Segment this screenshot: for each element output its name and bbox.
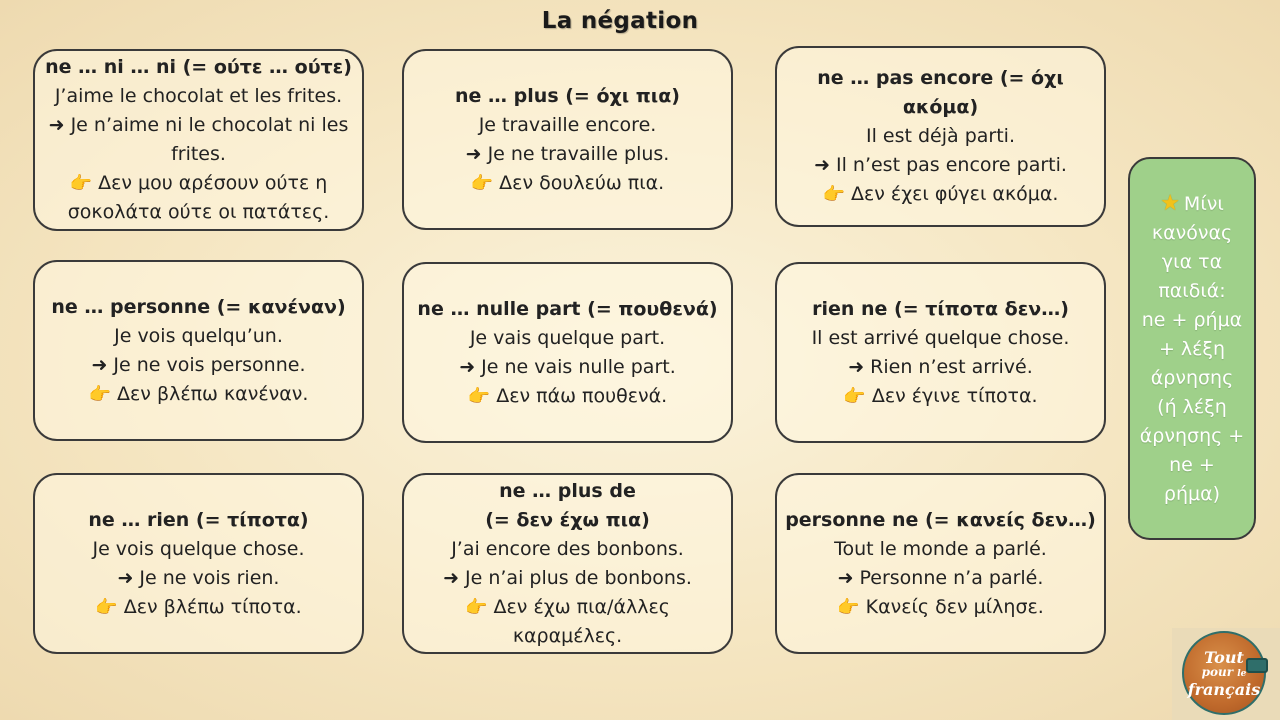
card-heading: personne ne (= κανείς δεν…) [785, 508, 1096, 531]
card-rien-ne [775, 262, 1106, 443]
card-negation: ➜ Il n’est pas encore parti. [814, 151, 1067, 180]
logo-text-1: Tout [1204, 647, 1244, 667]
pointing-hand-icon: 👉 [69, 173, 93, 194]
rule-body-5: άρνησης + [1139, 424, 1245, 447]
card-greek: 👉 Δεν μου αρέσουν ούτε η [70, 169, 328, 198]
pointing-hand-icon: 👉 [465, 596, 488, 618]
card-example: Il est arrivé quelque chose. [811, 326, 1070, 349]
card-negation: ➜ Je ne vois rien. [118, 564, 280, 593]
arrow-icon: ➜ [465, 142, 482, 165]
card-example: J’aime le chocolat et les frites. [54, 85, 343, 107]
arrow-icon: ➜ [48, 114, 65, 136]
card-heading: ne … ni … ni (= ούτε … ούτε) [45, 56, 352, 78]
card-heading: ne … plus de [499, 479, 636, 502]
arrow-icon: ➜ [848, 355, 865, 378]
card-negation: ➜ Je n’ai plus de bonbons. [443, 564, 692, 593]
card-greek: 👉 Δεν βλέπω κανέναν. [89, 380, 309, 409]
card-heading: ne … nulle part (= πουθενά) [417, 297, 718, 320]
card-personne-ne [775, 473, 1106, 654]
rule-body-4: (ή λέξη [1157, 395, 1227, 418]
card-greek: 👉 Δεν πάω πουθενά. [468, 382, 667, 411]
rule-heading-4: παιδιά: [1158, 279, 1226, 302]
card-rien [33, 473, 364, 654]
rule-body-7: ρήμα) [1163, 482, 1221, 505]
card-greek: 👉 Δεν δουλεύω πια. [471, 169, 664, 198]
card-ni-ni [33, 49, 364, 231]
logo-text-2: pour le [1201, 664, 1247, 679]
pointing-hand-icon: 👉 [837, 596, 860, 618]
pointing-hand-icon: 👉 [467, 385, 491, 407]
star-icon: ★ [1160, 190, 1180, 216]
card-example: J’ai encore des bonbons. [451, 537, 684, 560]
card-greek-cont: σοκολάτα ούτε οι πατάτες. [67, 201, 330, 223]
mini-rule-box [1128, 157, 1256, 540]
card-heading: ne … rien (= τίποτα) [88, 508, 309, 531]
arrow-icon: ➜ [117, 566, 134, 589]
card-heading-cont: (= δεν έχω πια) [485, 508, 650, 531]
card-heading: rien ne (= τίποτα δεν…) [812, 297, 1069, 320]
card-heading: ne … pas encore (= όχι ακόμα) [817, 67, 1064, 118]
page-title: La négation [541, 8, 699, 34]
logo-badge [1182, 631, 1266, 715]
arrow-icon: ➜ [91, 353, 108, 376]
card-negation: ➜ Je ne vais nulle part. [459, 353, 676, 382]
card-example: Tout le monde a parlé. [834, 537, 1047, 560]
pointing-hand-icon: 👉 [470, 172, 494, 194]
arrow-icon: ➜ [814, 154, 830, 176]
arrow-icon: ➜ [443, 566, 460, 589]
rule-body-6: ne + [1169, 453, 1215, 476]
logo [1172, 628, 1280, 720]
rule-heading-2: κανόνας [1151, 221, 1233, 244]
pointing-hand-icon: 👉 [95, 596, 118, 618]
card-greek-cont: καραμέλες. [512, 624, 623, 647]
card-negation: ➜ Rien n’est arrivé. [848, 353, 1033, 382]
rule-body-2: + λέξη [1158, 337, 1226, 360]
suitcase-icon [1246, 658, 1268, 673]
card-greek: 👉 Δεν έχει φύγει ακόμα. [823, 180, 1059, 209]
card-greek: 👉 Δεν έγινε τίποτα. [843, 382, 1037, 411]
card-plus [402, 49, 733, 230]
card-greek: 👉 Δεν έχω πια/άλλες [465, 593, 670, 622]
card-negation: ➜ Je ne travaille plus. [466, 140, 670, 169]
rule-body-3: άρνησης [1150, 366, 1234, 389]
rule-body-1: ne + ρήμα [1141, 308, 1243, 331]
card-heading: ne … personne (= κανέναν) [51, 295, 346, 318]
card-example: Je vois quelque chose. [92, 537, 305, 560]
card-negation: ➜ Je ne vois personne. [91, 351, 305, 380]
card-example: Je vais quelque part. [469, 326, 666, 349]
card-example: Je travaille encore. [478, 113, 657, 136]
card-negation: ➜ Personne n’a parlé. [838, 564, 1044, 593]
pointing-hand-icon: 👉 [822, 184, 845, 205]
card-plus-de [402, 473, 733, 654]
rule-heading-3: για τα [1161, 250, 1223, 273]
card-example: Je vois quelqu’un. [114, 324, 283, 347]
card-pas-encore [775, 46, 1106, 227]
arrow-icon: ➜ [459, 355, 476, 378]
rule-heading-1: ★ Μίνι [1160, 190, 1224, 216]
card-greek: 👉 Δεν βλέπω τίποτα. [95, 593, 301, 622]
card-negation: ➜ Je n’aime ni le chocolat ni les [49, 111, 349, 140]
pointing-hand-icon: 👉 [88, 383, 112, 405]
card-personne [33, 260, 364, 441]
logo-text-3: français [1187, 679, 1261, 699]
card-nulle-part [402, 262, 733, 443]
pointing-hand-icon: 👉 [843, 385, 866, 407]
card-negation-cont: frites. [171, 143, 226, 165]
card-example: Il est déjà parti. [866, 125, 1015, 147]
card-heading: ne … plus (= όχι πια) [455, 84, 680, 107]
card-greek: 👉 Κανείς δεν μίλησε. [837, 593, 1044, 622]
arrow-icon: ➜ [837, 566, 854, 589]
